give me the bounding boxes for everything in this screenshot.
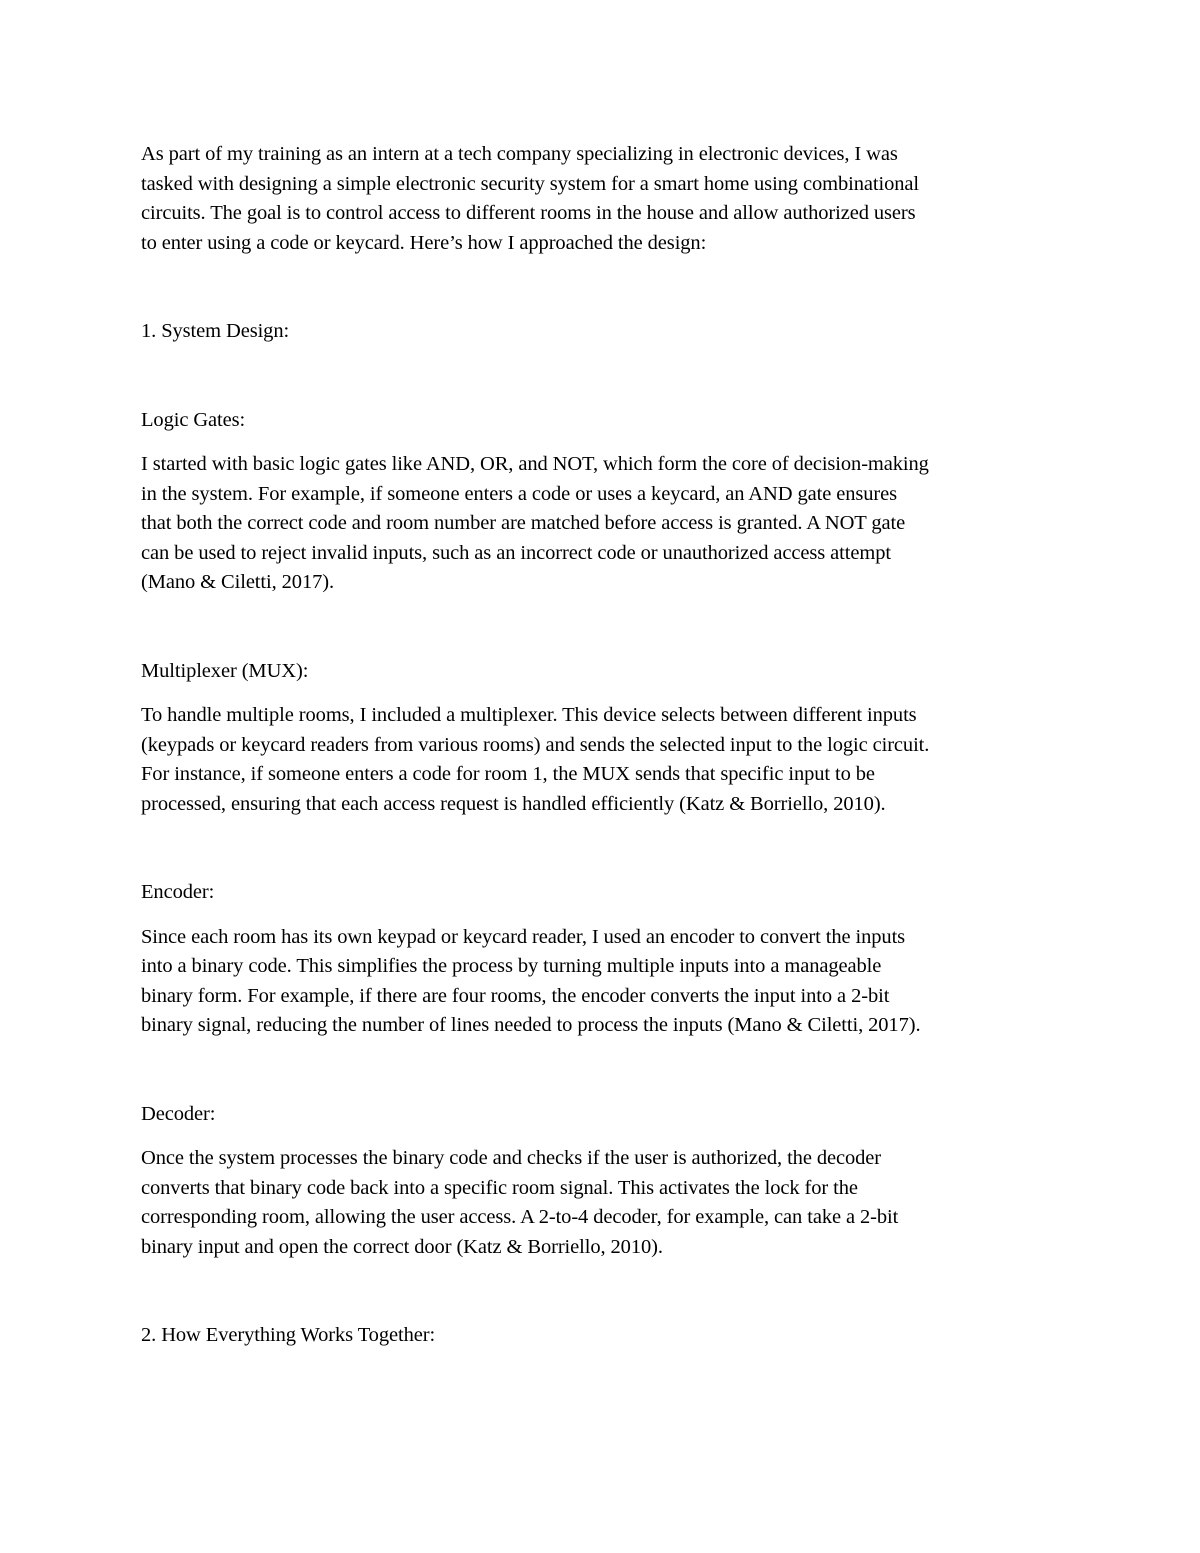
decoder-heading: Decoder:: [141, 1102, 216, 1125]
encoder-paragraph: Since each room has its own keypad or keycard reader, I used an encoder to convert the inputs into a binary code. This simplifies the process by turning multiple inputs into a manageable binary form. For example, if there are four rooms, the encoder converts the input into a 2-bit binary signal, reducing the number of lines needed to process the inputs (Mano & Ciletti, 2017).: [141, 925, 921, 1036]
section-2-heading: 2. How Everything Works Together:: [141, 1324, 436, 1346]
document-body: [141, 140, 1071, 1351]
decoder-paragraph: Once the system processes the binary code and checks if the user is authorized, the decoder converts that binary code back into a specific room signal. This activates the lock for the corresponding room, allowing the user access. A 2-to-4 decoder, for example, can take a 2-bit binary input and open the correct door (Katz & Borriello, 2010).: [141, 1147, 899, 1258]
section-1-heading: 1. System Design:: [141, 320, 290, 342]
logic-gates-paragraph: I started with basic logic gates like AND, OR, and NOT, which form the core of decision-making in the system. For example, if someone enters a code or uses a keycard, an AND gate ensures that both the correct code and room number are matched before access is granted. A NOT gate can be used to reject invalid inputs, such as an incorrect code or unauthorized access attempt (Mano & Ciletti, 2017).: [141, 453, 929, 593]
multiplexer-paragraph: To handle multiple rooms, I included a multiplexer. This device selects between different inputs (keypads or keycard readers from various rooms) and sends the selected input to the logic circuit. For instance, if someone enters a code for room 1, the MUX sends that specific input to be processed, ensuring that each access request is handled efficiently (Katz & Borriello, 2010).: [141, 704, 930, 815]
encoder-heading: Encoder:: [141, 881, 215, 903]
logic-gates-heading: Logic Gates:: [141, 408, 246, 431]
multiplexer-heading: Multiplexer (MUX):: [141, 659, 309, 682]
intro-paragraph: As part of my training as an intern at a tech company specializing in electronic devices, I was tasked with designing a simple electronic security system for a smart home using combinational circuits. The goal is to control access to different rooms in the house and allow authorized users to enter using a code or keycard. Here’s how I approached the design:: [141, 143, 919, 254]
